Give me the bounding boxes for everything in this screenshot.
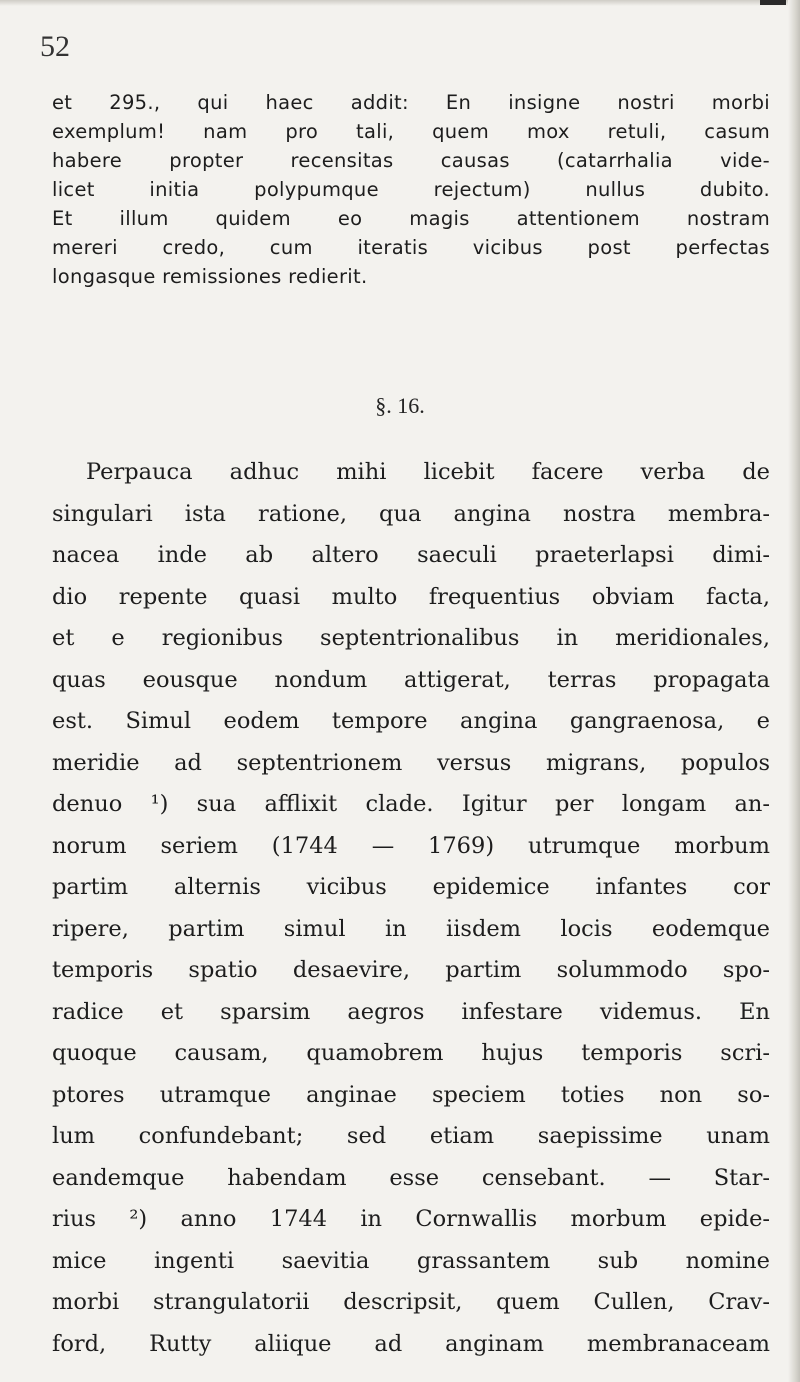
text-line: temporis spatio desaevire, partim solummodo spo- [52,957,770,983]
text-line: meridie ad septentrionem versus migrans, populos [52,749,770,776]
text-line: ripere, partim simul in iisdem locis eodemque [52,915,770,942]
text-line: eandemque habendam esse censebant. — Star- [52,1164,770,1191]
scan-right-edge [788,0,800,1382]
text-line: norum seriem (1744 — 1769) utrumque morbum [52,832,770,859]
text-line: denuo ¹) sua afflixit clade. Igitur per longam an- [52,791,770,817]
scan-top-edge [0,0,800,6]
text-line: rius ²) anno 1744 in Cornwallis morbum epide- [52,1206,770,1232]
body-paragraph [52,452,770,1365]
text-line: quoque causam, quamobrem hujus temporis scri- [52,1040,770,1066]
text-line: Et illum quidem eo magis attentionem nostram [52,207,770,230]
text-line: quas eousque nondum attigerat, terras propagata [52,666,770,693]
text-line: licet initia polypumque rejectum) nullus dubito. [52,178,770,201]
text-line: mice ingenti saevitia grassantem sub nomine [52,1247,770,1274]
text-line: habere propter recensitas causas (catarrhalia vide- [52,149,770,172]
text-line: radice et sparsim aegros infestare videmus. En [52,998,770,1025]
intro-paragraph [52,88,770,291]
text-line: lum confundebant; sed etiam saepissime unam [52,1123,770,1149]
text-line: mereri credo, cum iteratis vicibus post perfectas [52,236,770,259]
text-line: et e regionibus septentrionalibus in meridionales, [52,625,770,651]
text-line: est. Simul eodem tempore angina gangraenosa, e [52,708,770,734]
text-line: Perpauca adhuc mihi licebit facere verba de [86,459,770,485]
text-line: ptores utramque anginae speciem toties non so- [52,1081,770,1108]
text-line: dio repente quasi multo frequentius obviam facta, [52,583,770,610]
text-line: et 295., qui haec addit: En insigne nostri morbi [52,91,770,114]
text-line: longasque remissiones redierit. [52,265,368,288]
page-number: 52 [40,30,70,63]
text-line: partim alternis vicibus epidemice infantes cor [52,874,770,900]
text-line: morbi strangulatorii descripsit, quem Cullen, Crav- [52,1289,770,1315]
section-heading: §. 16. [375,393,425,418]
text-line: nacea inde ab altero saeculi praeterlapsi dimi- [52,542,770,568]
text-line: ford, Rutty aliique ad anginam membranaceam [52,1330,770,1357]
scan-mark [760,0,786,5]
text-line: exemplum! nam pro tali, quem mox retuli, casum [52,120,770,143]
text-line: singulari ista ratione, qua angina nostra membra- [52,500,770,527]
